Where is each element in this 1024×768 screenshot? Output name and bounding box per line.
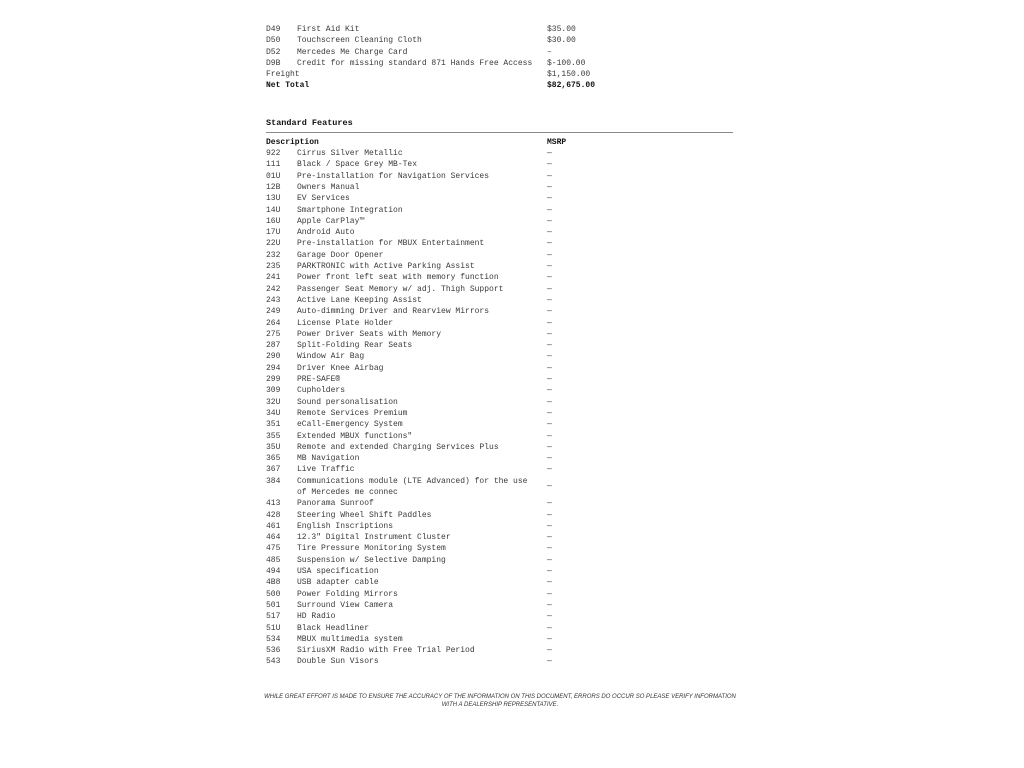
- feature-code: 22U: [266, 239, 281, 249]
- feature-msrp: —: [547, 239, 552, 249]
- feature-row: [266, 374, 736, 385]
- feature-description: Owners Manual: [297, 182, 360, 192]
- feature-description: Window Air Bag: [297, 352, 365, 362]
- feature-description: eCall-Emergency System: [297, 420, 403, 430]
- feature-description: Pre-installation for Navigation Services: [297, 171, 490, 181]
- feature-description: License Plate Holder: [297, 318, 394, 328]
- option-code: D50: [266, 36, 281, 46]
- feature-row: [266, 611, 736, 622]
- feature-code: 536: [266, 646, 281, 656]
- feature-msrp: —: [547, 194, 552, 204]
- feature-row: [266, 272, 736, 283]
- feature-code: 287: [266, 341, 281, 351]
- feature-code: 14U: [266, 205, 281, 215]
- feature-row: [266, 318, 736, 329]
- feature-row: [266, 521, 736, 532]
- feature-msrp: —: [547, 375, 552, 385]
- feature-description: Panorama Sunroof: [297, 499, 374, 509]
- feature-code: 501: [266, 600, 281, 610]
- feature-code: 294: [266, 363, 281, 373]
- feature-msrp: —: [547, 182, 552, 192]
- description-column-header: Description: [266, 137, 319, 147]
- feature-row: [266, 148, 736, 159]
- feature-msrp: —: [547, 262, 552, 272]
- feature-msrp: —: [547, 329, 552, 339]
- feature-row: [266, 464, 736, 475]
- feature-msrp: —: [547, 205, 552, 215]
- feature-msrp: —: [547, 171, 552, 181]
- feature-row: [266, 171, 736, 182]
- feature-description: Tire Pressure Monitoring System: [297, 544, 446, 554]
- net-total-row: [266, 80, 736, 91]
- feature-msrp: —: [547, 454, 552, 464]
- feature-msrp: —: [547, 431, 552, 441]
- feature-description: Apple CarPlay™: [297, 216, 365, 226]
- feature-description: MBUX multimedia system: [297, 634, 403, 644]
- feature-description: Cupholders: [297, 386, 346, 396]
- feature-description: Sound personalisation: [297, 397, 398, 407]
- feature-msrp: —: [547, 341, 552, 351]
- net-total-label: Net Total: [266, 81, 310, 91]
- feature-description: Extended MBUX functions": [297, 431, 413, 441]
- feature-msrp: —: [547, 160, 552, 170]
- feature-description: MB Navigation: [297, 454, 360, 464]
- feature-description: Power Driver Seats with Memory: [297, 329, 442, 339]
- feature-row: [266, 408, 736, 419]
- feature-code: 17U: [266, 228, 281, 238]
- feature-row: [266, 645, 736, 656]
- feature-row: [266, 498, 736, 509]
- feature-msrp: —: [547, 442, 552, 452]
- feature-row: [266, 329, 736, 340]
- feature-code: 32U: [266, 397, 281, 407]
- feature-msrp: —: [547, 295, 552, 305]
- feature-description: Black Headliner: [297, 623, 370, 633]
- standard-features-list: [266, 148, 736, 668]
- feature-row: [266, 295, 736, 306]
- feature-code: 35U: [266, 442, 281, 452]
- standard-features-title: Standard Features: [266, 117, 353, 128]
- feature-row: [266, 261, 736, 272]
- feature-code: 367: [266, 465, 281, 475]
- feature-row: [266, 656, 736, 667]
- feature-msrp: —: [547, 482, 552, 492]
- feature-code: 4B8: [266, 578, 281, 588]
- feature-description: Cirrus Silver Metallic: [297, 149, 403, 159]
- feature-description: Black / Space Grey MB-Tex: [297, 160, 418, 170]
- feature-code: 34U: [266, 408, 281, 418]
- feature-code: 12B: [266, 182, 281, 192]
- feature-msrp: —: [547, 284, 552, 294]
- feature-description: Communications module (LTE Advanced) for the use of Mercedes me connec: [297, 476, 528, 497]
- feature-msrp: —: [547, 544, 552, 554]
- feature-row: [266, 543, 736, 554]
- feature-row: [266, 442, 736, 453]
- feature-description: SiriusXM Radio with Free Trial Period: [297, 646, 475, 656]
- feature-row: [266, 351, 736, 362]
- option-row: [266, 47, 736, 58]
- feature-row: [266, 385, 736, 396]
- feature-code: 16U: [266, 216, 281, 226]
- feature-description: USB adapter cable: [297, 578, 379, 588]
- feature-row: [266, 284, 736, 295]
- option-description: Credit for missing standard 871 Hands Free Access: [297, 58, 533, 68]
- feature-description: Garage Door Opener: [297, 250, 384, 260]
- feature-msrp: —: [547, 521, 552, 531]
- feature-code: 534: [266, 634, 281, 644]
- msrp-column-header: MSRP: [547, 137, 567, 147]
- feature-row: [266, 238, 736, 249]
- feature-msrp: —: [547, 352, 552, 362]
- feature-row: [266, 555, 736, 566]
- feature-description: Pre-installation for MBUX Entertainment: [297, 239, 485, 249]
- feature-code: 485: [266, 555, 281, 565]
- option-description: First Aid Kit: [297, 25, 360, 34]
- feature-msrp: —: [547, 600, 552, 610]
- feature-code: 241: [266, 273, 281, 283]
- feature-msrp: —: [547, 589, 552, 599]
- feature-row: [266, 566, 736, 577]
- feature-msrp: —: [547, 634, 552, 644]
- feature-row: [266, 159, 736, 170]
- feature-description: Split-Folding Rear Seats: [297, 341, 413, 351]
- feature-row: [266, 193, 736, 204]
- feature-code: 413: [266, 499, 281, 509]
- feature-code: 365: [266, 454, 281, 464]
- feature-code: 275: [266, 329, 281, 339]
- feature-msrp: —: [547, 465, 552, 475]
- feature-code: 232: [266, 250, 281, 260]
- feature-row: [266, 623, 736, 634]
- feature-description: Suspension w/ Selective Damping: [297, 555, 446, 565]
- feature-code: 309: [266, 386, 281, 396]
- option-row: [266, 35, 736, 46]
- feature-description: Remote and extended Charging Services Plus: [297, 442, 499, 452]
- feature-row: [266, 216, 736, 227]
- feature-description: 12.3" Digital Instrument Cluster: [297, 533, 451, 543]
- feature-row: [266, 510, 736, 521]
- feature-row: [266, 532, 736, 543]
- option-price: $35.00: [547, 25, 576, 34]
- feature-code: 249: [266, 307, 281, 317]
- option-price: $-100.00: [547, 58, 586, 68]
- feature-description: Live Traffic: [297, 465, 355, 475]
- feature-msrp: —: [547, 250, 552, 260]
- option-description: Mercedes Me Charge Card: [297, 47, 408, 57]
- feature-code: 500: [266, 589, 281, 599]
- feature-code: 464: [266, 533, 281, 543]
- feature-msrp: —: [547, 318, 552, 328]
- feature-code: 517: [266, 612, 281, 622]
- option-code: D52: [266, 47, 281, 57]
- feature-code: 355: [266, 431, 281, 441]
- feature-code: 299: [266, 375, 281, 385]
- feature-msrp: —: [547, 149, 552, 159]
- feature-description: Android Auto: [297, 228, 355, 238]
- feature-row: [266, 340, 736, 351]
- feature-row: [266, 453, 736, 464]
- feature-row: [266, 205, 736, 216]
- feature-msrp: —: [547, 408, 552, 418]
- option-code: D49: [266, 25, 281, 34]
- feature-row: [266, 634, 736, 645]
- feature-row: [266, 600, 736, 611]
- feature-code: 290: [266, 352, 281, 362]
- option-price: –: [547, 47, 552, 57]
- feature-code: 264: [266, 318, 281, 328]
- feature-msrp: —: [547, 420, 552, 430]
- feature-msrp: —: [547, 363, 552, 373]
- feature-msrp: —: [547, 567, 552, 577]
- feature-code: 475: [266, 544, 281, 554]
- feature-msrp: —: [547, 307, 552, 317]
- feature-msrp: —: [547, 510, 552, 520]
- feature-row: [266, 577, 736, 588]
- feature-code: 461: [266, 521, 281, 531]
- feature-description: Smartphone Integration: [297, 205, 403, 215]
- feature-msrp: —: [547, 646, 552, 656]
- feature-row: [266, 227, 736, 238]
- feature-description: EV Services: [297, 194, 350, 204]
- feature-msrp: —: [547, 499, 552, 509]
- feature-msrp: —: [547, 578, 552, 588]
- feature-msrp: —: [547, 657, 552, 667]
- feature-msrp: —: [547, 612, 552, 622]
- option-price: $30.00: [547, 36, 576, 46]
- feature-row: [266, 182, 736, 193]
- feature-description: Remote Services Premium: [297, 408, 408, 418]
- feature-code: 243: [266, 295, 281, 305]
- option-row: [266, 24, 736, 35]
- freight-price: $1,150.00: [547, 70, 591, 80]
- feature-description: Power Folding Mirrors: [297, 589, 398, 599]
- feature-code: 01U: [266, 171, 281, 181]
- feature-row: [266, 589, 736, 600]
- feature-msrp: —: [547, 555, 552, 565]
- feature-row: [266, 397, 736, 408]
- option-description: Touchscreen Cleaning Cloth: [297, 36, 422, 46]
- option-code: D9B: [266, 58, 281, 68]
- feature-code: 111: [266, 160, 281, 170]
- feature-msrp: —: [547, 533, 552, 543]
- feature-code: 235: [266, 262, 281, 272]
- feature-row: [266, 250, 736, 261]
- feature-msrp: —: [547, 623, 552, 633]
- feature-code: 351: [266, 420, 281, 430]
- feature-description: Passenger Seat Memory w/ adj. Thigh Support: [297, 284, 504, 294]
- feature-description: Double Sun Visors: [297, 657, 379, 667]
- feature-description: PARKTRONIC with Active Parking Assist: [297, 262, 475, 272]
- features-header-row: [266, 137, 736, 148]
- feature-code: 922: [266, 149, 281, 159]
- option-row: [266, 58, 736, 69]
- feature-row: [266, 306, 736, 317]
- disclaimer-text: WHILE GREAT EFFORT IS MADE TO ENSURE THE ACCURACY OF THE INFORMATION ON THIS DOCUMENT, ERRORS DO OCCUR SO PLEASE VERIFY INFORMATION WITH A DEALERSHIP REPRESENTATIVE.: [264, 694, 736, 709]
- feature-description: Surround View Camera: [297, 600, 394, 610]
- net-total-price: $82,675.00: [547, 81, 596, 91]
- feature-code: 13U: [266, 194, 281, 204]
- feature-description: English Inscriptions: [297, 521, 394, 531]
- options-table: [266, 24, 736, 92]
- feature-code: 242: [266, 284, 281, 294]
- feature-description: Power front left seat with memory function: [297, 273, 499, 283]
- feature-description: Steering Wheel Shift Paddles: [297, 510, 432, 520]
- feature-code: 428: [266, 510, 281, 520]
- feature-msrp: —: [547, 216, 552, 226]
- feature-description: USA specification: [297, 567, 379, 577]
- feature-code: 51U: [266, 623, 281, 633]
- feature-row: [266, 363, 736, 374]
- feature-msrp: —: [547, 228, 552, 238]
- feature-code: 543: [266, 657, 281, 667]
- feature-description: HD Radio: [297, 612, 336, 622]
- feature-code: 494: [266, 567, 281, 577]
- freight-row: [266, 69, 736, 80]
- feature-code: 384: [266, 476, 281, 486]
- feature-description: Active Lane Keeping Assist: [297, 295, 422, 305]
- feature-msrp: —: [547, 397, 552, 407]
- feature-row: [266, 476, 736, 499]
- feature-description: Auto-dimming Driver and Rearview Mirrors: [297, 307, 490, 317]
- feature-description: Driver Knee Airbag: [297, 363, 384, 373]
- feature-msrp: —: [547, 273, 552, 283]
- freight-label: Freight: [266, 70, 300, 80]
- price-sheet-document: [266, 24, 736, 668]
- feature-description: PRE-SAFE®: [297, 375, 341, 385]
- section-divider: [266, 132, 733, 133]
- feature-msrp: —: [547, 386, 552, 396]
- feature-row: [266, 419, 736, 430]
- feature-row: [266, 431, 736, 442]
